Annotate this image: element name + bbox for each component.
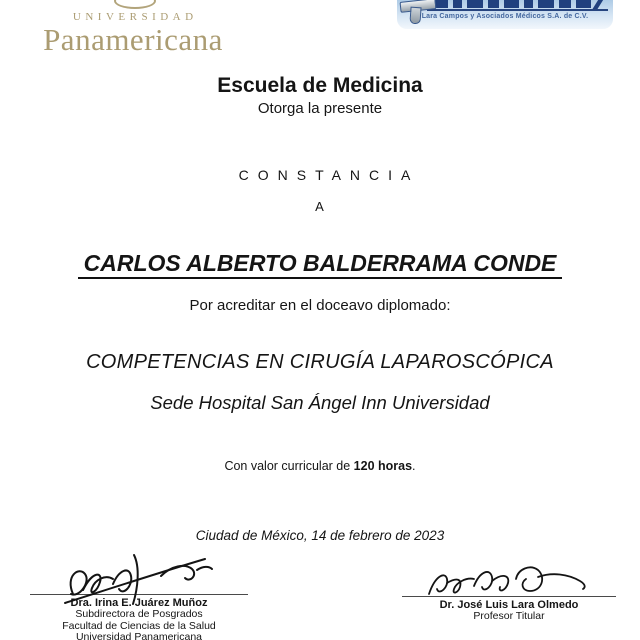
- partner-logo: [397, 0, 613, 29]
- signer-right-title-1: Profesor Titular: [473, 610, 545, 622]
- signer-left-title-3: Universidad Panamericana: [75, 631, 203, 640]
- signer-left-title-2: Facultad de Ciencias de la Salud: [62, 619, 216, 632]
- school-name: Escuela de Medicina: [217, 74, 423, 97]
- signature-block-right: [402, 560, 616, 623]
- signer-left-title-1: Subdirectora de Posgrados: [75, 608, 203, 620]
- to-label: A: [315, 199, 325, 214]
- credit-hours: 120 horas: [353, 459, 413, 473]
- university-crest-icon: [114, 0, 156, 9]
- universidad-panamericana-logo: [26, 0, 240, 56]
- signature-left-icon: [39, 552, 239, 610]
- recipient-name-text: CARLOS ALBERTO BALDERRAMA CONDE: [78, 250, 563, 279]
- credit-prefix: Con valor curricular de: [224, 459, 354, 473]
- university-logo-word-universidad: UNIVERSIDAD: [72, 11, 198, 23]
- signature-block-left: [30, 552, 248, 640]
- signer-left-name: Dra. Irina E. Juárez Muñoz: [70, 597, 208, 609]
- signature-right-icon: [419, 560, 599, 602]
- recipient-name: [0, 250, 640, 277]
- date-line: Ciudad de México, 14 de febrero de 2023: [195, 528, 445, 543]
- laparoscopic-instrument-shaft-icon: [427, 9, 608, 11]
- partner-logo-letters-fragment: [433, 0, 591, 8]
- signer-right-name: Dr. José Luis Lara Olmedo: [439, 599, 579, 611]
- university-logo-word-panamericana: Panamericana: [43, 22, 223, 57]
- credit-suffix: .: [412, 459, 416, 473]
- venue-line: Sede Hospital San Ángel Inn Universidad: [150, 392, 490, 413]
- reason-line: Por acreditar en el doceavo diplomado:: [189, 297, 451, 314]
- partner-logo-tagline: Lara Campos y Asociados Médicos S.A. de C.V.: [421, 13, 589, 20]
- course-title: COMPETENCIAS EN CIRUGÍA LAPAROSCÓPICA: [86, 351, 554, 373]
- presents-line: Otorga la presente: [257, 100, 383, 117]
- certificate-type-label: CONSTANCIA: [238, 167, 420, 183]
- credit-line: [0, 459, 640, 473]
